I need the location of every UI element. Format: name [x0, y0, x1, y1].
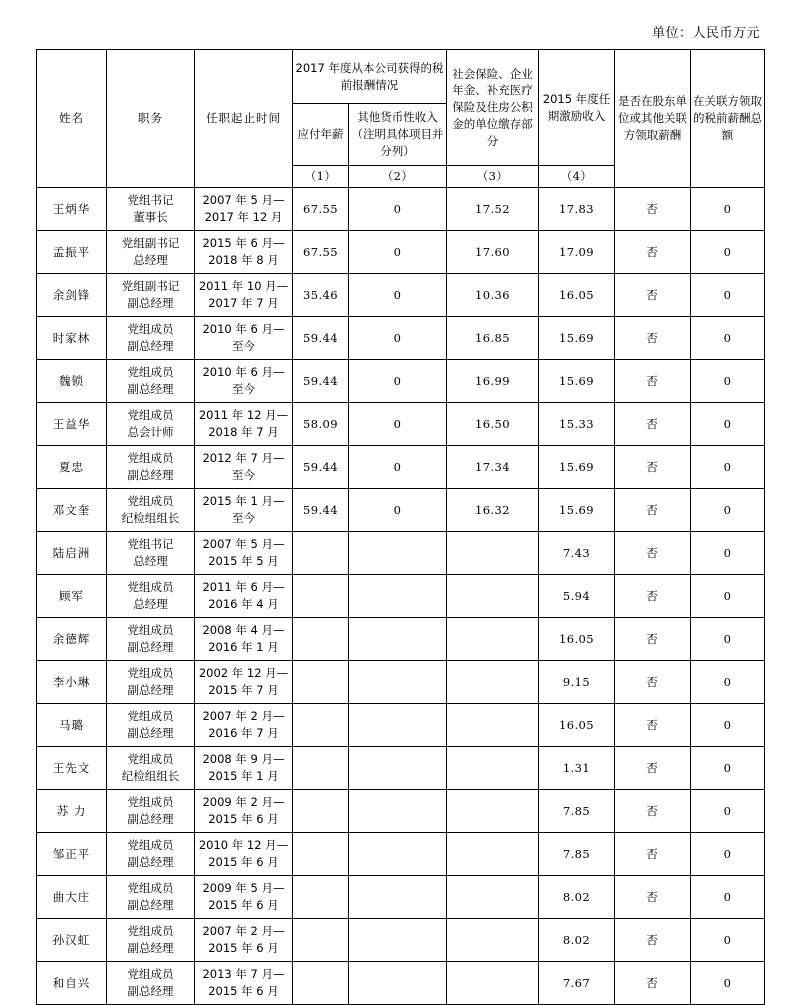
cell-post [107, 231, 195, 274]
post-line-1: 党组成员 [127, 795, 174, 810]
cell-name: 夏忠 [37, 446, 107, 489]
table-row [37, 704, 765, 747]
period-line-1: 2007 年 2 月— [202, 924, 285, 939]
cell-social-insurance: 17.34 [447, 446, 539, 489]
cell-related-total: 0 [691, 360, 765, 403]
cell-is-shareholder-paid: 否 [615, 704, 691, 747]
cell-social-insurance [447, 919, 539, 962]
cell-annual-pay: 59.44 [293, 317, 349, 360]
cell-incentive: 15.69 [539, 489, 615, 532]
cell-post [107, 790, 195, 833]
cell-is-shareholder-paid: 否 [615, 575, 691, 618]
period-line-1: 2013 年 7 月— [202, 967, 285, 982]
cell-period [195, 962, 293, 1005]
cell-period [195, 704, 293, 747]
cell-name: 马璐 [37, 704, 107, 747]
post-line-2: 副总经理 [127, 382, 174, 396]
cell-related-total: 0 [691, 317, 765, 360]
cell-incentive: 8.02 [539, 876, 615, 919]
cell-is-shareholder-paid: 否 [615, 317, 691, 360]
post-line-1: 党组副书记 [121, 236, 180, 251]
cell-incentive: 15.33 [539, 403, 615, 446]
cell-name: 余德辉 [37, 618, 107, 661]
cell-name: 余剑锋 [37, 274, 107, 317]
period-line-1: 2008 年 9 月— [202, 752, 285, 767]
cell-social-insurance: 16.32 [447, 489, 539, 532]
cell-annual-pay: 35.46 [293, 274, 349, 317]
cell-post [107, 919, 195, 962]
post-line-1: 党组成员 [127, 924, 174, 939]
cell-incentive: 5.94 [539, 575, 615, 618]
period-line-1: 2007 年 2 月— [202, 709, 285, 724]
cell-name: 陆启洲 [37, 532, 107, 575]
header-social-insurance: 社会保险、企业年金、补充医疗保险及住房公积金的单位缴存部分 [447, 50, 539, 166]
cell-incentive: 7.85 [539, 790, 615, 833]
period-line-2: 2016 年 7 月 [208, 726, 279, 740]
post-line-1: 党组书记 [127, 193, 174, 208]
cell-annual-pay [293, 790, 349, 833]
cell-is-shareholder-paid: 否 [615, 833, 691, 876]
cell-social-insurance [447, 661, 539, 704]
cell-period [195, 919, 293, 962]
period-line-1: 2009 年 5 月— [202, 881, 285, 896]
cell-social-insurance [447, 962, 539, 1005]
header-col-num-3: （3） [447, 166, 539, 188]
post-line-1: 党组成员 [127, 365, 174, 380]
cell-annual-pay [293, 747, 349, 790]
cell-incentive: 9.15 [539, 661, 615, 704]
cell-post [107, 274, 195, 317]
cell-period [195, 876, 293, 919]
cell-is-shareholder-paid: 否 [615, 489, 691, 532]
cell-other-income [349, 618, 447, 661]
cell-social-insurance [447, 747, 539, 790]
header-col-num-4: （4） [539, 166, 615, 188]
header-related-party-total: 在关联方领取的税前薪酬总额 [691, 50, 765, 188]
cell-related-total: 0 [691, 274, 765, 317]
post-line-1: 党组成员 [127, 580, 174, 595]
post-line-2: 总经理 [133, 253, 168, 267]
cell-post [107, 833, 195, 876]
cell-social-insurance: 16.85 [447, 317, 539, 360]
cell-other-income: 0 [349, 446, 447, 489]
period-line-1: 2010 年 6 月— [202, 365, 285, 380]
period-line-2: 2018 年 7 月 [208, 425, 279, 439]
cell-related-total: 0 [691, 403, 765, 446]
table-row [37, 274, 765, 317]
period-line-1: 2011 年 6 月— [202, 580, 285, 595]
cell-incentive: 8.02 [539, 919, 615, 962]
cell-annual-pay [293, 575, 349, 618]
period-line-1: 2009 年 2 月— [202, 795, 285, 810]
period-line-1: 2012 年 7 月— [202, 451, 285, 466]
period-line-2: 2015 年 6 月 [208, 898, 279, 912]
cell-post [107, 489, 195, 532]
post-line-1: 党组成员 [127, 623, 174, 638]
cell-incentive: 15.69 [539, 360, 615, 403]
table-row [37, 317, 765, 360]
post-line-1: 党组成员 [127, 494, 174, 509]
post-line-1: 党组成员 [127, 322, 174, 337]
post-line-2: 纪检组组长 [121, 511, 180, 525]
table-row [37, 618, 765, 661]
cell-related-total: 0 [691, 618, 765, 661]
post-line-1: 党组成员 [127, 451, 174, 466]
cell-is-shareholder-paid: 否 [615, 790, 691, 833]
cell-incentive: 16.05 [539, 704, 615, 747]
cell-post [107, 188, 195, 231]
cell-social-insurance [447, 618, 539, 661]
cell-annual-pay: 58.09 [293, 403, 349, 446]
cell-name: 孟振平 [37, 231, 107, 274]
cell-annual-pay [293, 661, 349, 704]
period-line-2: 至今 [232, 339, 255, 353]
table-row [37, 747, 765, 790]
period-line-1: 2007 年 5 月— [202, 537, 285, 552]
post-line-1: 党组成员 [127, 838, 174, 853]
post-line-2: 副总经理 [127, 683, 174, 697]
cell-is-shareholder-paid: 否 [615, 231, 691, 274]
cell-post [107, 661, 195, 704]
period-line-2: 2015 年 6 月 [208, 812, 279, 826]
post-line-2: 副总经理 [127, 941, 174, 955]
table-row [37, 360, 765, 403]
executive-compensation-table [36, 49, 765, 1005]
cell-related-total: 0 [691, 231, 765, 274]
period-line-2: 2015 年 6 月 [208, 855, 279, 869]
post-line-2: 副总经理 [127, 296, 174, 310]
cell-other-income: 0 [349, 403, 447, 446]
cell-incentive: 16.05 [539, 274, 615, 317]
post-line-1: 党组成员 [127, 666, 174, 681]
table-row [37, 661, 765, 704]
cell-other-income [349, 876, 447, 919]
post-line-2: 副总经理 [127, 898, 174, 912]
table-row [37, 575, 765, 618]
header-is-shareholder-paid: 是否在股东单位或其他关联方领取薪酬 [615, 50, 691, 188]
cell-social-insurance [447, 790, 539, 833]
table-row [37, 962, 765, 1005]
header-incentive-2015: 2015 年度任期激励收入 [539, 50, 615, 166]
period-line-2: 2015 年 5 月 [208, 554, 279, 568]
cell-annual-pay [293, 704, 349, 747]
cell-incentive: 7.85 [539, 833, 615, 876]
cell-annual-pay: 59.44 [293, 360, 349, 403]
cell-other-income: 0 [349, 489, 447, 532]
cell-annual-pay: 67.55 [293, 188, 349, 231]
cell-post [107, 747, 195, 790]
period-line-1: 2011 年 10 月— [198, 279, 289, 294]
cell-other-income [349, 747, 447, 790]
cell-annual-pay: 59.44 [293, 446, 349, 489]
cell-period [195, 747, 293, 790]
post-line-2: 总经理 [133, 554, 168, 568]
header-row-1 [37, 50, 765, 104]
post-line-2: 副总经理 [127, 984, 174, 998]
cell-period [195, 575, 293, 618]
table-row [37, 188, 765, 231]
cell-related-total: 0 [691, 446, 765, 489]
cell-incentive: 16.05 [539, 618, 615, 661]
cell-related-total: 0 [691, 876, 765, 919]
cell-name: 孙汉虹 [37, 919, 107, 962]
cell-other-income: 0 [349, 274, 447, 317]
cell-is-shareholder-paid: 否 [615, 962, 691, 1005]
cell-post [107, 532, 195, 575]
cell-related-total: 0 [691, 919, 765, 962]
table-body [37, 188, 765, 1005]
cell-related-total: 0 [691, 747, 765, 790]
period-line-1: 2008 年 4 月— [202, 623, 285, 638]
cell-name: 时家林 [37, 317, 107, 360]
cell-name: 和自兴 [37, 962, 107, 1005]
cell-period [195, 274, 293, 317]
cell-is-shareholder-paid: 否 [615, 661, 691, 704]
cell-other-income [349, 704, 447, 747]
cell-is-shareholder-paid: 否 [615, 188, 691, 231]
table-row [37, 446, 765, 489]
table-row [37, 876, 765, 919]
period-line-1: 2010 年 12 月— [198, 838, 289, 853]
cell-period [195, 231, 293, 274]
cell-period [195, 833, 293, 876]
table-row [37, 833, 765, 876]
post-line-2: 副总经理 [127, 812, 174, 826]
cell-related-total: 0 [691, 962, 765, 1005]
header-group-2017-pretax: 2017 年度从本公司获得的税前报酬情况 [293, 50, 447, 104]
cell-related-total: 0 [691, 704, 765, 747]
post-line-2: 副总经理 [127, 468, 174, 482]
period-line-1: 2002 年 12 月— [198, 666, 289, 681]
cell-post [107, 618, 195, 661]
cell-period [195, 403, 293, 446]
cell-social-insurance: 17.52 [447, 188, 539, 231]
cell-social-insurance: 16.50 [447, 403, 539, 446]
post-line-2: 副总经理 [127, 339, 174, 353]
cell-post [107, 403, 195, 446]
cell-period [195, 661, 293, 704]
cell-is-shareholder-paid: 否 [615, 274, 691, 317]
cell-other-income: 0 [349, 231, 447, 274]
cell-is-shareholder-paid: 否 [615, 403, 691, 446]
cell-period [195, 446, 293, 489]
cell-social-insurance [447, 704, 539, 747]
cell-post [107, 360, 195, 403]
period-line-2: 2016 年 4 月 [208, 597, 279, 611]
post-line-1: 党组成员 [127, 881, 174, 896]
header-period: 任职起止时间 [195, 50, 293, 188]
cell-other-income: 0 [349, 360, 447, 403]
header-name: 姓名 [37, 50, 107, 188]
cell-other-income [349, 532, 447, 575]
post-line-1: 党组成员 [127, 752, 174, 767]
cell-annual-pay: 59.44 [293, 489, 349, 532]
cell-is-shareholder-paid: 否 [615, 876, 691, 919]
cell-name: 苏 力 [37, 790, 107, 833]
cell-period [195, 532, 293, 575]
cell-other-income [349, 661, 447, 704]
post-line-2: 副总经理 [127, 726, 174, 740]
cell-name: 顾军 [37, 575, 107, 618]
period-line-1: 2011 年 12 月— [198, 408, 289, 423]
cell-other-income [349, 919, 447, 962]
period-line-2: 至今 [232, 468, 255, 482]
post-line-1: 党组成员 [127, 408, 174, 423]
cell-incentive: 7.43 [539, 532, 615, 575]
cell-period [195, 790, 293, 833]
cell-related-total: 0 [691, 833, 765, 876]
cell-other-income [349, 790, 447, 833]
cell-period [195, 618, 293, 661]
cell-is-shareholder-paid: 否 [615, 532, 691, 575]
post-line-1: 党组成员 [127, 967, 174, 982]
period-line-2: 至今 [232, 511, 255, 525]
period-line-1: 2015 年 1 月— [202, 494, 285, 509]
post-line-2: 副总经理 [127, 640, 174, 654]
cell-related-total: 0 [691, 489, 765, 532]
header-col-num-1: （1） [293, 166, 349, 188]
cell-annual-pay [293, 833, 349, 876]
cell-annual-pay [293, 532, 349, 575]
cell-post [107, 317, 195, 360]
cell-other-income: 0 [349, 317, 447, 360]
period-line-2: 2016 年 1 月 [208, 640, 279, 654]
cell-annual-pay [293, 876, 349, 919]
period-line-1: 2007 年 5 月— [202, 193, 285, 208]
cell-social-insurance [447, 575, 539, 618]
cell-post [107, 575, 195, 618]
cell-is-shareholder-paid: 否 [615, 747, 691, 790]
cell-incentive: 7.67 [539, 962, 615, 1005]
cell-other-income [349, 833, 447, 876]
cell-social-insurance [447, 532, 539, 575]
period-line-2: 2015 年 6 月 [208, 984, 279, 998]
cell-post [107, 704, 195, 747]
post-line-2: 董事长 [133, 210, 168, 224]
cell-name: 邓文奎 [37, 489, 107, 532]
period-line-2: 2015 年 6 月 [208, 941, 279, 955]
cell-incentive: 15.69 [539, 446, 615, 489]
cell-period [195, 317, 293, 360]
cell-incentive: 15.69 [539, 317, 615, 360]
cell-social-insurance: 17.60 [447, 231, 539, 274]
cell-related-total: 0 [691, 188, 765, 231]
post-line-1: 党组副书记 [121, 279, 180, 294]
cell-is-shareholder-paid: 否 [615, 360, 691, 403]
cell-annual-pay: 67.55 [293, 231, 349, 274]
cell-social-insurance [447, 876, 539, 919]
cell-post [107, 962, 195, 1005]
header-col-num-2: （2） [349, 166, 447, 188]
cell-incentive: 17.09 [539, 231, 615, 274]
cell-incentive: 17.83 [539, 188, 615, 231]
cell-related-total: 0 [691, 532, 765, 575]
cell-name: 李小琳 [37, 661, 107, 704]
cell-name: 王炳华 [37, 188, 107, 231]
post-line-2: 纪检组组长 [121, 769, 180, 783]
cell-related-total: 0 [691, 790, 765, 833]
post-line-2: 副总经理 [127, 855, 174, 869]
header-post: 职务 [107, 50, 195, 188]
cell-post [107, 876, 195, 919]
table-row [37, 489, 765, 532]
period-line-2: 2017 年 12 月 [204, 210, 283, 224]
period-line-2: 2018 年 8 月 [208, 253, 279, 267]
cell-other-income [349, 962, 447, 1005]
period-line-2: 2015 年 1 月 [208, 769, 279, 783]
cell-name: 王益华 [37, 403, 107, 446]
cell-social-insurance [447, 833, 539, 876]
cell-name: 魏锁 [37, 360, 107, 403]
table-row [37, 403, 765, 446]
table-row [37, 231, 765, 274]
cell-is-shareholder-paid: 否 [615, 446, 691, 489]
cell-related-total: 0 [691, 575, 765, 618]
table-row [37, 919, 765, 962]
cell-incentive: 1.31 [539, 747, 615, 790]
unit-note: 单位：人民币万元 [651, 26, 760, 41]
header-annual-pay: 应付年薪 [293, 104, 349, 166]
cell-annual-pay [293, 618, 349, 661]
header-other-monetary-income: 其他货币性收入（注明具体项目并分列） [349, 104, 447, 166]
post-line-2: 总经理 [133, 597, 168, 611]
period-line-2: 至今 [232, 382, 255, 396]
table-row [37, 790, 765, 833]
cell-related-total: 0 [691, 661, 765, 704]
cell-name: 邹正平 [37, 833, 107, 876]
cell-post [107, 446, 195, 489]
period-line-2: 2017 年 7 月 [208, 296, 279, 310]
cell-is-shareholder-paid: 否 [615, 618, 691, 661]
cell-is-shareholder-paid: 否 [615, 919, 691, 962]
post-line-1: 党组成员 [127, 709, 174, 724]
cell-other-income [349, 575, 447, 618]
period-line-2: 2015 年 7 月 [208, 683, 279, 697]
post-line-1: 党组书记 [127, 537, 174, 552]
period-line-1: 2010 年 6 月— [202, 322, 285, 337]
table-row [37, 532, 765, 575]
table-header [37, 50, 765, 188]
cell-period [195, 489, 293, 532]
cell-period [195, 360, 293, 403]
cell-annual-pay [293, 919, 349, 962]
post-line-2: 总会计师 [127, 425, 174, 439]
cell-name: 曲大庄 [37, 876, 107, 919]
cell-other-income: 0 [349, 188, 447, 231]
cell-social-insurance: 10.36 [447, 274, 539, 317]
cell-annual-pay [293, 962, 349, 1005]
cell-name: 王先文 [37, 747, 107, 790]
period-line-1: 2015 年 6 月— [202, 236, 285, 251]
cell-period [195, 188, 293, 231]
cell-social-insurance: 16.99 [447, 360, 539, 403]
